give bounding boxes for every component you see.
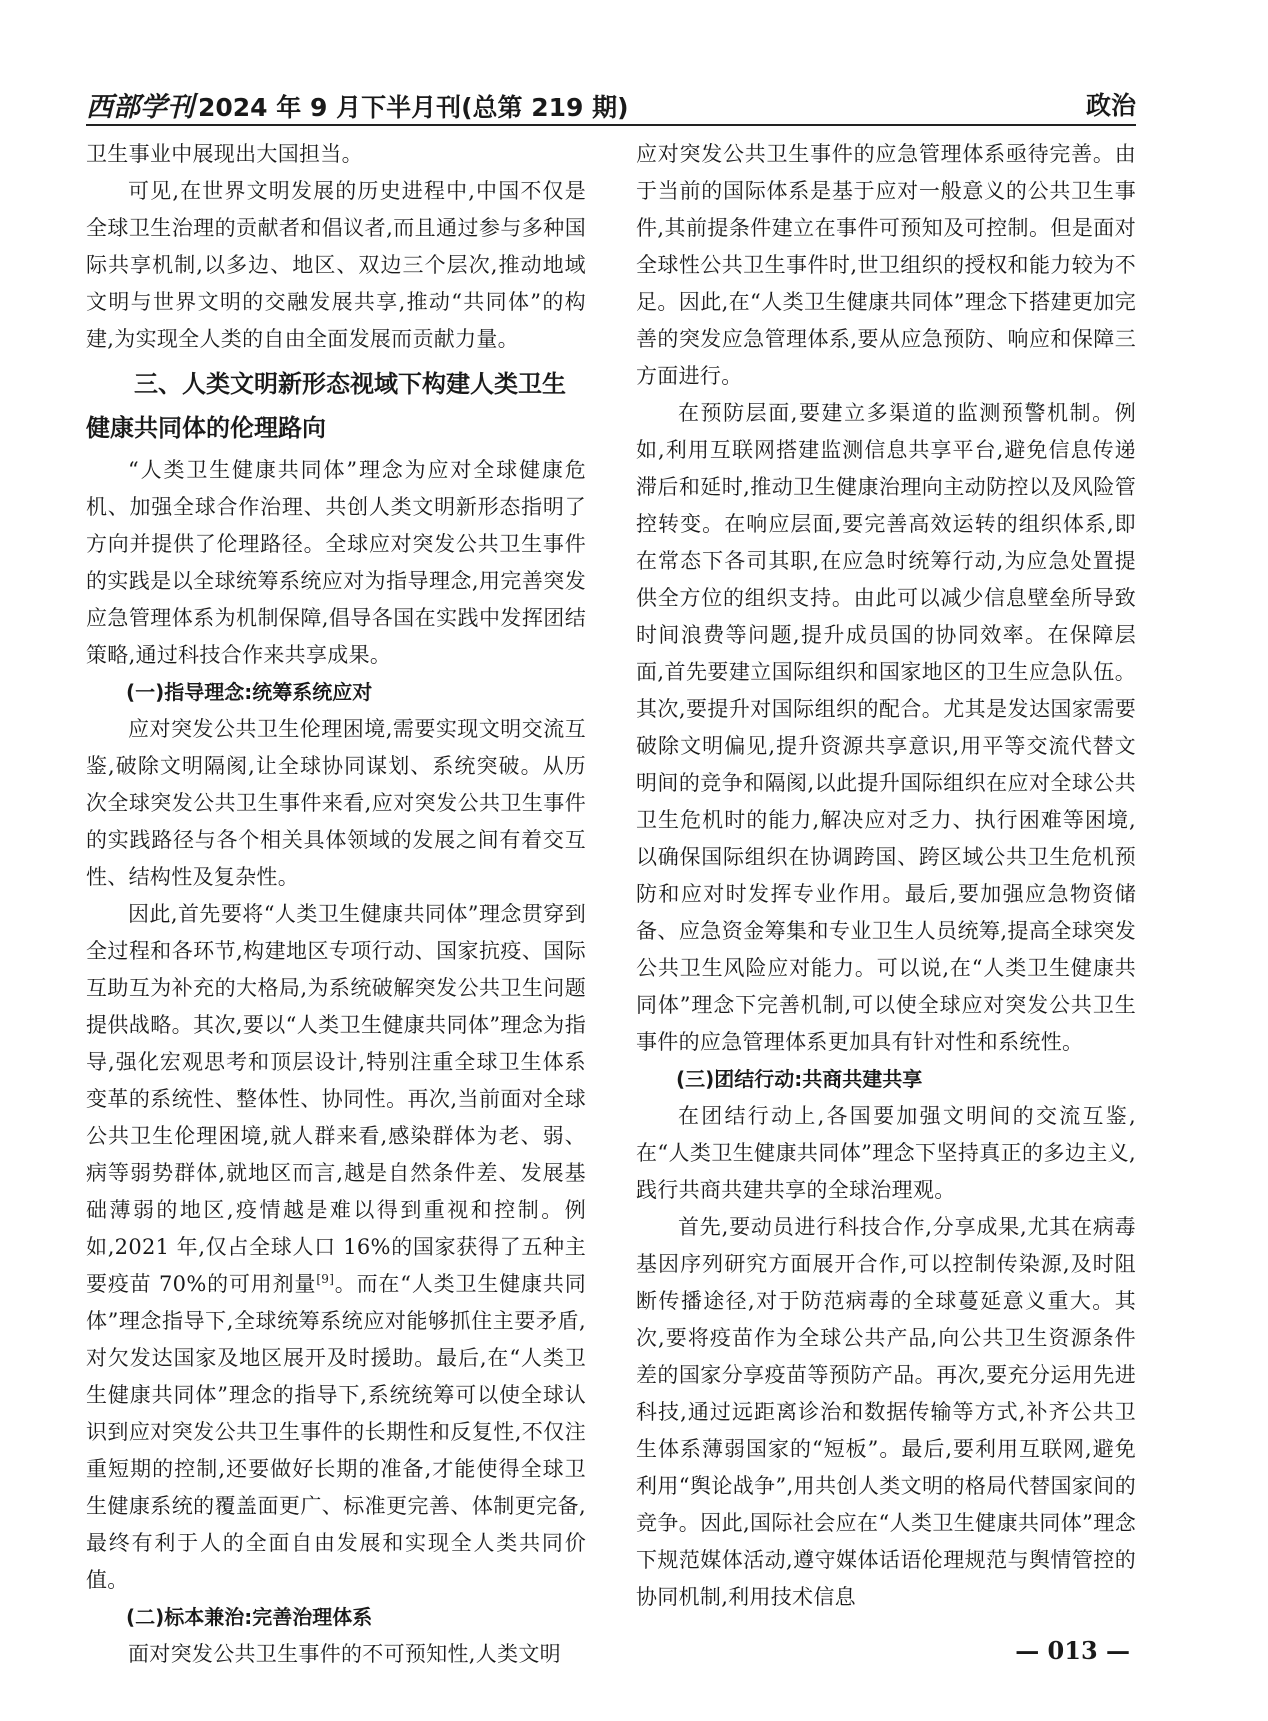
running-header	[86, 86, 1136, 122]
header-journal	[86, 85, 629, 124]
header-rule	[86, 124, 1136, 126]
section-label: 政治	[1085, 91, 1136, 120]
paragraph-text: 。而在“人类卫生健康共同体”理念指导下,全球统筹系统应对能够抓住主要矛盾,对欠发达国家及地区展开及时援助。最后,在“人类卫生健康共同体”理念的指导下,系统统筹可以使全球认识到应对突发公共卫生事件的长期性和反复性,不仅注重短期的控制,还要做好长期的准备,才能使得全球卫生健康系统的覆盖面更广、标准更完善、体制更完备,最终有利于人的全面自由发展和实现全人类共同价值。	[86, 1272, 586, 1592]
paragraph: 卫生事业中展现出大国担当。	[86, 142, 363, 166]
paragraph: 应对突发公共卫生伦理困境,需要实现文明交流互鉴,破除文明隔阂,让全球协同谋划、系统突破。从历次全球突发公共卫生事件来看,应对突发公共卫生事件的实践路径与各个相关具体领域的发展之间有着交互性、结构性及复杂性。	[86, 717, 586, 889]
paragraph: 可见,在世界文明发展的历史进程中,中国不仅是全球卫生治理的贡献者和倡议者,而且通过参与多种国际共享机制,以多边、地区、双边三个层次,推动地域文明与世界文明的交融发展共享,推动“共同体”的构建,为实现全人类的自由全面发展而贡献力量。	[86, 179, 586, 351]
subsection-heading: (一)指导理念:统筹系统应对	[126, 680, 373, 704]
paragraph	[86, 896, 586, 1599]
paragraph: 在预防层面,要建立多渠道的监测预警机制。例如,利用互联网搭建监测信息共享平台,避免信息传递滞后和延时,推动卫生健康治理向主动防控以及风险管控转变。在响应层面,要完善高效运转的组织体系,即在常态下各司其职,在应急时统筹行动,为应急处置提供全方位的组织支持。由此可以减少信息壁垒所导致时间浪费等问题,提升成员国的协同效率。在保障层面,首先要建立国际组织和国家地区的卫生应急队伍。其次,要提升对国际组织的配合。尤其是发达国家需要破除文明偏见,提升资源共享意识,用平等交流代替文明间的竞争和隔阂,以此提升国际组织在应对全球公共卫生危机时的能力,解决应对乏力、执行困难等困境,以确保国际组织在协调跨国、跨区域公共卫生危机预防和应对时发挥专业作用。最后,要加强应急物资储备、应急资金筹集和专业卫生人员统筹,提高全球突发公共卫生风险应对能力。可以说,在“人类卫生健康共同体”理念下完善机制,可以使全球应对突发公共卫生事件的应急管理体系更加具有针对性和系统性。	[636, 401, 1136, 1054]
paragraph-text: 因此,首先要将“人类卫生健康共同体”理念贯穿到全过程和各环节,构建地区专项行动、国家抗疫、国际互助互为补充的大格局,为系统破解突发公共卫生问题提供战略。其次,要以“人类卫生健康共同体”理念为指导,强化宏观思考和顶层设计,特别注重全球卫生体系变革的系统性、整体性、协同性。再次,当前面对全球公共卫生伦理困境,就人群来看,感染群体为老、弱、病等弱势群体,就地区而言,越是自然条件差、发展基础薄弱的地区,疫情越是难以得到重视和控制。例如,2021 年,仅占全球人口 16%的国家获得了五种主要疫苗 70%的可用剂量	[86, 902, 586, 1296]
subsection-heading: (三)团结行动:共商共建共享	[676, 1067, 923, 1091]
page-number: — 013 —	[1015, 1636, 1130, 1665]
section-heading: 三、人类文明新形态视域下构建人类卫生健康共同体的伦理路向	[86, 370, 566, 442]
right-column	[636, 136, 1136, 1626]
paragraph: 应对突发公共卫生事件的应急管理体系亟待完善。由于当前的国际体系是基于应对一般意义的公共卫生事件,其前提条件建立在事件可预知及可控制。但是面对全球性公共卫生事件时,世卫组织的授权和能力较为不足。因此,在“人类卫生健康共同体”理念下搭建更加完善的突发应急管理体系,要从应急预防、响应和保障三方面进行。	[636, 142, 1136, 388]
left-column	[86, 136, 586, 1666]
subsection-heading: (二)标本兼治:完善治理体系	[126, 1605, 373, 1629]
paragraph: “人类卫生健康共同体”理念为应对全球健康危机、加强全球合作治理、共创人类文明新形态指明了方向并提供了伦理路径。全球应对突发公共卫生事件的实践是以全球统筹系统应对为指导理念,用完善突发应急管理体系为机制保障,倡导各国在实践中发挥团结策略,通过科技合作来共享成果。	[86, 458, 586, 667]
paragraph: 首先,要动员进行科技合作,分享成果,尤其在病毒基因序列研究方面展开合作,可以控制传染源,及时阻断传播途径,对于防范病毒的全球蔓延意义重大。其次,要将疫苗作为全球公共产品,向公共卫生资源条件差的国家分享疫苗等预防产品。再次,要充分运用先进科技,通过远距离诊治和数据传输等方式,补齐公共卫生体系薄弱国家的“短板”。最后,要利用互联网,避免利用“舆论战争”,用共创人类文明的格局代替国家间的竞争。因此,国际社会应在“人类卫生健康共同体”理念下规范媒体活动,遵守媒体话语伦理规范与舆情管控的协同机制,利用技术信息	[636, 1215, 1136, 1609]
paragraph: 在团结行动上,各国要加强文明间的交流互鉴,在“人类卫生健康共同体”理念下坚持真正的多边主义,践行共商共建共享的全球治理观。	[636, 1104, 1136, 1202]
issue-info: 2024 年 9 月下半月刊(总第 219 期)	[198, 92, 629, 122]
paragraph: 面对突发公共卫生事件的不可预知性,人类文明	[128, 1642, 561, 1666]
journal-logo: 西部学刊	[86, 91, 194, 123]
citation-ref[interactable]: [9]	[316, 1272, 335, 1286]
